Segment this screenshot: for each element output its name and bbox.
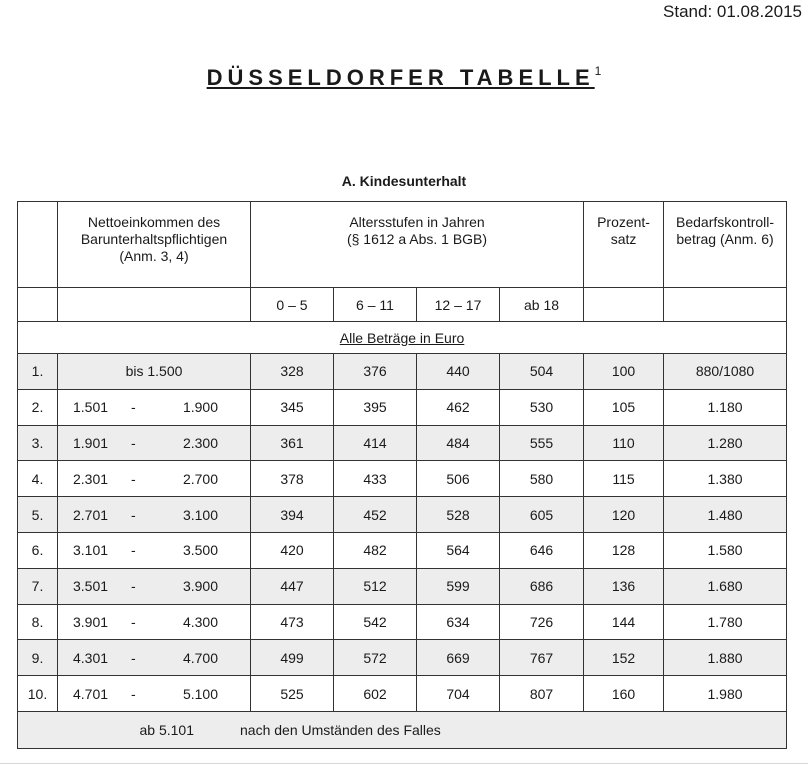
income-to: 3.500: [182, 542, 218, 559]
header-nr-cell: [18, 202, 58, 288]
income-from: 3.101: [73, 542, 109, 559]
header-percent: [584, 202, 664, 288]
control-amount: 1.980: [664, 676, 787, 712]
amount-age-18-plus: 726: [500, 604, 584, 640]
amount-age-12-17: 484: [417, 425, 500, 461]
amount-age-12-17: 634: [417, 604, 500, 640]
amount-age-18-plus: 807: [500, 676, 584, 712]
amount-age-0-5: 345: [251, 389, 334, 425]
income-to: 4.700: [182, 649, 218, 666]
income-dash: -: [131, 434, 136, 451]
control-amount: 1.780: [664, 604, 787, 640]
amount-age-6-11: 433: [334, 461, 417, 497]
control-amount: 1.280: [664, 425, 787, 461]
control-amount: 1.580: [664, 532, 787, 568]
units-note: Alle Beträge in Euro: [339, 329, 465, 346]
amount-age-6-11: 482: [334, 532, 417, 568]
row-income: [58, 425, 251, 461]
amount-age-0-5: 447: [251, 568, 334, 604]
title-footnote: 1: [594, 64, 602, 78]
table-row: [18, 461, 787, 497]
row-income: [58, 354, 251, 390]
stand-date: Stand: 01.08.2015: [663, 2, 802, 21]
section-subtitle: A. Kindesunterhalt: [341, 173, 467, 189]
amount-age-18-plus: 767: [500, 640, 584, 676]
page-title: [0, 64, 808, 91]
amount-age-18-plus: 555: [500, 425, 584, 461]
amount-age-12-17: 564: [417, 532, 500, 568]
amount-age-0-5: 394: [251, 497, 334, 533]
control-amount: 1.880: [664, 640, 787, 676]
header-control-amount: [664, 202, 787, 288]
income-to: 4.300: [182, 613, 218, 630]
units-row: [18, 322, 787, 354]
percent-rate: 128: [584, 532, 664, 568]
age-6-11: 6 – 11: [334, 288, 417, 322]
amount-age-12-17: 669: [417, 640, 500, 676]
table-row: [18, 389, 787, 425]
age-0-5: 0 – 5: [251, 288, 334, 322]
amount-age-6-11: 414: [334, 425, 417, 461]
header-income-line3: (Anm. 3, 4): [119, 248, 189, 264]
amount-age-0-5: 525: [251, 676, 334, 712]
last-row-income: ab 5.101: [139, 721, 194, 738]
amount-age-0-5: 378: [251, 461, 334, 497]
table-row: [18, 640, 787, 676]
title-text: DÜSSELDORFER TABELLE: [206, 65, 595, 90]
percent-rate: 120: [584, 497, 664, 533]
amount-age-18-plus: 504: [500, 354, 584, 390]
amount-age-6-11: 452: [334, 497, 417, 533]
income-dash: -: [131, 613, 136, 630]
amount-age-0-5: 473: [251, 604, 334, 640]
header-age-groups: [251, 202, 584, 288]
control-amount: 880/1080: [664, 354, 787, 390]
row-income: [58, 640, 251, 676]
amount-age-12-17: 599: [417, 568, 500, 604]
income-dash: -: [131, 685, 136, 702]
amount-age-0-5: 499: [251, 640, 334, 676]
amount-age-12-17: 528: [417, 497, 500, 533]
age-header-empty-income: [58, 288, 251, 322]
row-number: 7.: [18, 568, 58, 604]
row-number: 6.: [18, 532, 58, 568]
age-header-empty-pct: [584, 288, 664, 322]
row-number: 10.: [18, 676, 58, 712]
amount-age-12-17: 462: [417, 389, 500, 425]
amount-age-18-plus: 580: [500, 461, 584, 497]
row-number: 9.: [18, 640, 58, 676]
table-row: [18, 676, 787, 712]
table-row: [18, 497, 787, 533]
income-from: 1.901: [73, 434, 109, 451]
amount-age-12-17: 704: [417, 676, 500, 712]
income-to: 2.300: [182, 434, 218, 451]
duesseldorf-table: [17, 201, 787, 749]
income-dash: -: [131, 649, 136, 666]
income-from: 4.301: [73, 649, 109, 666]
last-row: [18, 711, 787, 748]
table-row: [18, 532, 787, 568]
percent-rate: 144: [584, 604, 664, 640]
income-dash: -: [131, 578, 136, 595]
row-income: [58, 461, 251, 497]
age-18-plus: ab 18: [500, 288, 584, 322]
control-amount: 1.380: [664, 461, 787, 497]
header-row: [18, 202, 787, 288]
row-number: 5.: [18, 497, 58, 533]
income-dash: -: [131, 506, 136, 523]
amount-age-6-11: 395: [334, 389, 417, 425]
header-percent-line1: Prozent-: [597, 214, 650, 230]
units-cell: [18, 322, 787, 354]
row-number: 2.: [18, 389, 58, 425]
row-income: [58, 389, 251, 425]
table-row: [18, 604, 787, 640]
amount-age-18-plus: 605: [500, 497, 584, 533]
income-from: 1.501: [73, 399, 109, 416]
percent-rate: 100: [584, 354, 664, 390]
row-number: 3.: [18, 425, 58, 461]
percent-rate: 105: [584, 389, 664, 425]
control-amount: 1.480: [664, 497, 787, 533]
income-to: 3.900: [182, 578, 218, 595]
row-income: [58, 532, 251, 568]
last-row-text: nach den Umständen des Falles: [240, 721, 441, 738]
income-to: 5.100: [182, 685, 218, 702]
row-income: [58, 676, 251, 712]
control-amount: 1.180: [664, 389, 787, 425]
amount-age-12-17: 506: [417, 461, 500, 497]
age-header-row: [18, 288, 787, 322]
amount-age-18-plus: 646: [500, 532, 584, 568]
table-row: [18, 354, 787, 390]
amount-age-18-plus: 530: [500, 389, 584, 425]
income-from: 2.301: [73, 470, 109, 487]
row-income: [58, 568, 251, 604]
last-row-cell: [18, 711, 787, 748]
amount-age-18-plus: 686: [500, 568, 584, 604]
row-number: 1.: [18, 354, 58, 390]
income-to: 1.900: [182, 399, 218, 416]
amount-age-6-11: 602: [334, 676, 417, 712]
header-income-line2: Barunterhaltspflichtigen: [80, 231, 228, 247]
age-header-empty-nr: [18, 288, 58, 322]
percent-rate: 160: [584, 676, 664, 712]
amount-age-0-5: 361: [251, 425, 334, 461]
amount-age-0-5: 420: [251, 532, 334, 568]
amount-age-6-11: 376: [334, 354, 417, 390]
bottom-divider: [0, 763, 808, 764]
income-to: 3.100: [182, 506, 218, 523]
income-range: bis 1.500: [125, 363, 183, 380]
percent-rate: 152: [584, 640, 664, 676]
age-header-empty-ctrl: [664, 288, 787, 322]
table-row: [18, 425, 787, 461]
row-income: [58, 604, 251, 640]
data-rows: [18, 354, 787, 712]
header-control-line1: Bedarfskontroll-: [676, 214, 775, 230]
income-dash: -: [131, 542, 136, 559]
amount-age-6-11: 512: [334, 568, 417, 604]
row-income: [58, 497, 251, 533]
percent-rate: 110: [584, 425, 664, 461]
income-from: 3.901: [73, 613, 109, 630]
header-age-line1: Altersstufen in Jahren: [349, 214, 485, 230]
row-number: 8.: [18, 604, 58, 640]
header-control-line2: betrag (Anm. 6): [676, 231, 774, 247]
amount-age-6-11: 572: [334, 640, 417, 676]
income-dash: -: [131, 470, 136, 487]
income-dash: -: [131, 399, 136, 416]
amount-age-12-17: 440: [417, 354, 500, 390]
amount-age-6-11: 542: [334, 604, 417, 640]
percent-rate: 115: [584, 461, 664, 497]
income-from: 2.701: [73, 506, 109, 523]
table-row: [18, 568, 787, 604]
income-to: 2.700: [182, 470, 218, 487]
header-age-line2: (§ 1612 a Abs. 1 BGB): [346, 231, 488, 247]
header-percent-line2: satz: [610, 231, 637, 247]
amount-age-0-5: 328: [251, 354, 334, 390]
income-from: 3.501: [73, 578, 109, 595]
header-income-line1: Nettoeinkommen des: [87, 214, 221, 230]
income-from: 4.701: [73, 685, 109, 702]
age-12-17: 12 – 17: [417, 288, 500, 322]
percent-rate: 136: [584, 568, 664, 604]
header-income: [58, 202, 251, 288]
row-number: 4.: [18, 461, 58, 497]
control-amount: 1.680: [664, 568, 787, 604]
